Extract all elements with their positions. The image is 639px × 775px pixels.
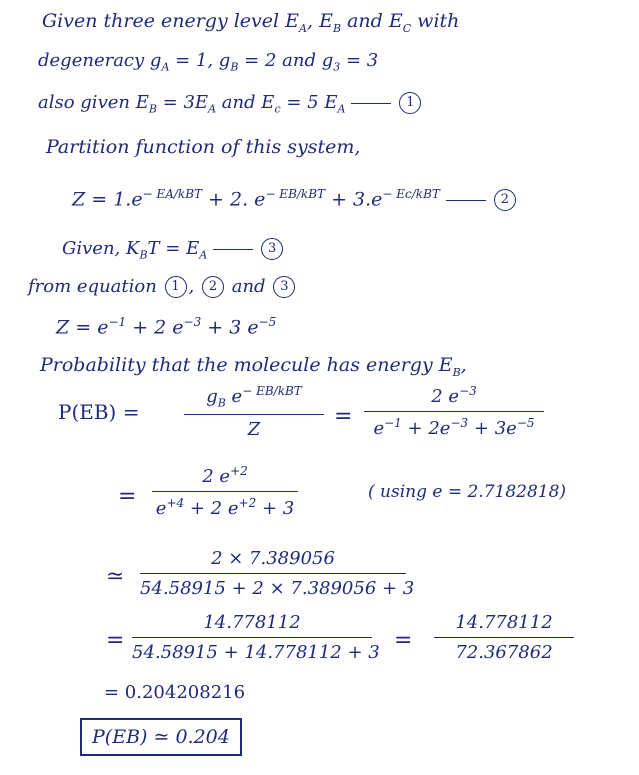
dash bbox=[446, 200, 486, 201]
eq1-lhs: P(EB) = bbox=[58, 400, 140, 424]
numerator bbox=[152, 464, 298, 491]
sub: A bbox=[337, 102, 346, 116]
denominator: 72.367862 bbox=[455, 642, 553, 663]
eq3-fraction bbox=[140, 548, 415, 599]
text: = 3E bbox=[156, 92, 209, 113]
text: degeneracy g bbox=[38, 50, 162, 71]
numerator: 14.778112 bbox=[455, 612, 553, 633]
text: + 2e bbox=[401, 418, 451, 439]
text: + 3 e bbox=[201, 316, 259, 339]
eq1-fraction-1 bbox=[184, 384, 324, 440]
text: + 2 e bbox=[184, 498, 239, 519]
numerator: 14.778112 bbox=[203, 612, 301, 633]
text: T = E bbox=[147, 238, 200, 259]
eq4-fraction-2 bbox=[434, 612, 574, 663]
exponent: −1 bbox=[384, 416, 402, 430]
eq1-fraction-2 bbox=[364, 384, 544, 439]
sub: B bbox=[217, 396, 226, 410]
exponent: − Ec/kBT bbox=[382, 187, 440, 201]
text: = 3 bbox=[340, 50, 379, 71]
denominator bbox=[152, 492, 298, 519]
sub: B bbox=[148, 102, 157, 116]
numerator bbox=[364, 384, 544, 411]
exponent: −3 bbox=[183, 315, 202, 329]
line-probability-heading bbox=[40, 356, 467, 378]
text: e bbox=[225, 386, 243, 407]
exponent: −3 bbox=[450, 416, 469, 430]
exponent: − EA/kBT bbox=[142, 187, 203, 201]
line-partition-heading: Partition function of this system, bbox=[46, 136, 361, 158]
text: 2 e bbox=[202, 466, 231, 487]
exponent: −5 bbox=[516, 416, 535, 430]
text: + 3e bbox=[468, 418, 517, 439]
sub: A bbox=[161, 60, 170, 74]
sub: B bbox=[139, 248, 148, 262]
text: = 2 and g bbox=[238, 50, 334, 71]
ref-3: 3 bbox=[273, 276, 295, 298]
text: Probability that the molecule has energy E bbox=[40, 354, 453, 376]
equals-sign: = bbox=[334, 404, 353, 429]
line-given-levels bbox=[42, 12, 459, 34]
numerator: 2 × 7.389056 bbox=[211, 548, 335, 569]
equation-number-2: 2 bbox=[494, 189, 516, 211]
sub: B bbox=[452, 365, 461, 379]
exponent: +2 bbox=[238, 496, 257, 510]
approx-sign: ≃ bbox=[106, 564, 125, 589]
line-z-numeric bbox=[56, 316, 276, 337]
eq2-fraction bbox=[152, 464, 298, 519]
text: Z = e bbox=[56, 316, 109, 339]
text: 2 e bbox=[431, 386, 460, 407]
text: + 2 e bbox=[126, 316, 184, 339]
text: = 1, g bbox=[169, 50, 231, 71]
text: = 5 E bbox=[280, 92, 338, 113]
text: also given E bbox=[38, 92, 149, 113]
exponent: − EB/kBT bbox=[242, 384, 302, 398]
text: Given three energy level E bbox=[42, 10, 300, 32]
text: + 2. e bbox=[202, 188, 266, 211]
line-degeneracy bbox=[38, 52, 378, 73]
equation-number-1: 1 bbox=[399, 92, 421, 114]
text: Given, K bbox=[62, 238, 140, 259]
numerator bbox=[184, 384, 324, 414]
sub: 3 bbox=[333, 60, 341, 74]
sub: A bbox=[299, 21, 307, 35]
line-partition-function bbox=[72, 188, 518, 211]
exponent: − EB/kBT bbox=[265, 187, 326, 201]
line-energy-relations bbox=[38, 92, 423, 115]
exponent: −3 bbox=[459, 384, 477, 398]
denominator: Z bbox=[247, 418, 261, 440]
sub: B bbox=[230, 60, 239, 74]
text: and E bbox=[341, 10, 403, 32]
text: and bbox=[231, 276, 266, 297]
denominator: 54.58915 + 14.778112 + 3 bbox=[132, 642, 380, 663]
line-from-equations: from equation 1 , 2 and 3 bbox=[28, 276, 297, 298]
text: + 3.e bbox=[325, 188, 383, 211]
eq4-fraction-1 bbox=[132, 612, 380, 663]
ref-2: 2 bbox=[202, 276, 224, 298]
equation-number-3: 3 bbox=[261, 238, 283, 260]
denominator bbox=[364, 412, 544, 439]
sub: A bbox=[199, 248, 208, 262]
exponent: +4 bbox=[166, 496, 185, 510]
equals-sign: = bbox=[106, 628, 125, 653]
text: with bbox=[411, 10, 460, 32]
text: e bbox=[373, 418, 385, 439]
ref-1: 1 bbox=[165, 276, 187, 298]
line-given-kbt bbox=[62, 238, 285, 261]
text: + 3 bbox=[256, 498, 295, 519]
final-answer-box: P(EB) ≃ 0.204 bbox=[80, 718, 242, 756]
sub: B bbox=[332, 21, 342, 35]
text: Z = 1.e bbox=[72, 188, 143, 211]
dash bbox=[213, 249, 253, 250]
text: and E bbox=[216, 92, 275, 113]
dash bbox=[351, 103, 391, 104]
text: , E bbox=[306, 10, 333, 32]
result-line: = 0.204208216 bbox=[104, 682, 246, 703]
sub: C bbox=[402, 21, 412, 35]
sub: A bbox=[208, 102, 217, 116]
equals-sign: = bbox=[118, 484, 137, 509]
equals-sign: = bbox=[394, 628, 413, 653]
exponent: −5 bbox=[258, 315, 277, 329]
using-e-note: ( using e = 2.7182818) bbox=[368, 482, 567, 502]
text: from equation bbox=[28, 276, 157, 297]
text: g bbox=[206, 386, 218, 407]
text: e bbox=[155, 498, 167, 519]
text: , bbox=[460, 354, 467, 376]
denominator: 54.58915 + 2 × 7.389056 + 3 bbox=[140, 578, 415, 599]
exponent: +2 bbox=[230, 464, 248, 478]
exponent: −1 bbox=[108, 315, 127, 329]
sub: c bbox=[274, 102, 281, 116]
